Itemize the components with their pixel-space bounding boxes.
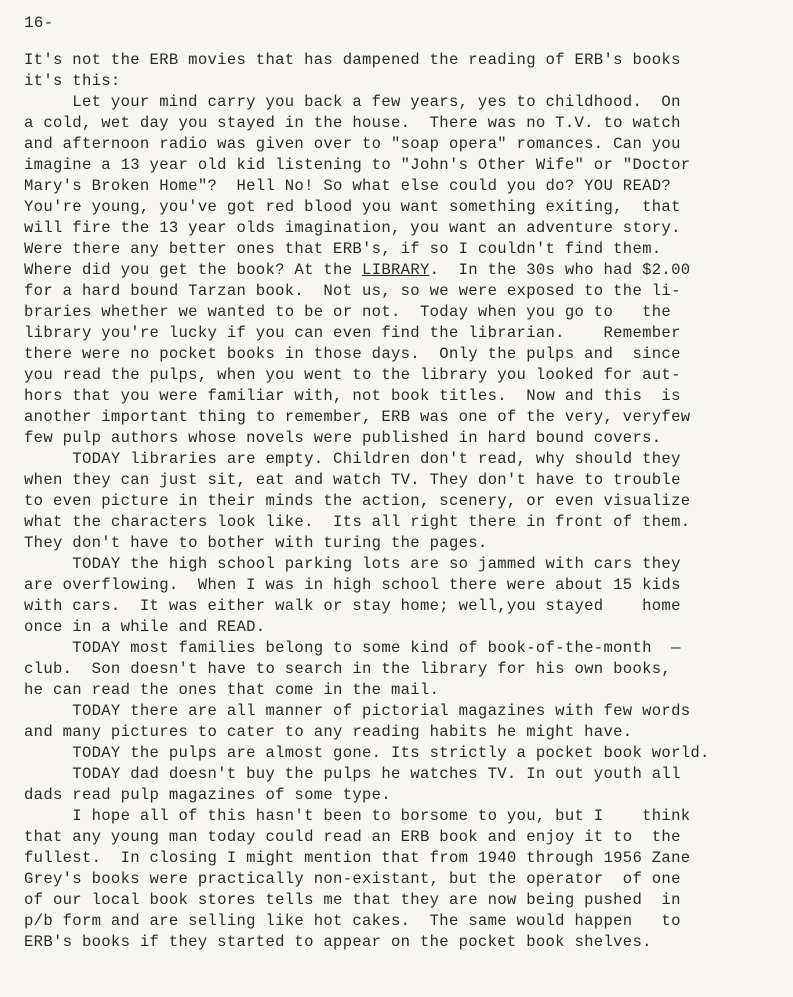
text-line-38: that any young man today could read an ERB book and enjoy it to the (24, 828, 681, 846)
text-line-26: are overflowing. When I was in high school there were about 15 kids (24, 576, 681, 594)
text-line-24: They don't have to bother with turing the pages. (24, 534, 488, 552)
text-line-28: once in a while and READ. (24, 618, 266, 636)
text-line-18: another important thing to remember, ERB was one of the very, veryfew (24, 408, 691, 426)
text-line-6: imagine a 13 year old kid listening to "John's Other Wife" or "Doctor (24, 156, 691, 174)
text-line-15: there were no pocket books in those days. Only the pulps and since (24, 345, 681, 363)
text-line-8: You're young, you've got red blood you want something exiting, that (24, 198, 681, 216)
text-line-7: Mary's Broken Home"? Hell No! So what else could you do? YOU READ? (24, 177, 672, 195)
text-line-36: dads read pulp magazines of some type. (24, 786, 391, 804)
text-line-39: fullest. In closing I might mention that from 1940 through 1956 Zane (24, 849, 691, 867)
text-line-16: you read the pulps, when you went to the library you looked for aut- (24, 366, 681, 384)
text-line-21: when they can just sit, eat and watch TV. They don't have to trouble (24, 471, 681, 489)
text-line-11: Where did you get the book? At the LIBRARY. In the 30s who had $2.00 (24, 261, 691, 279)
page-number: 16- (24, 14, 54, 32)
text-line-19: few pulp authors whose novels were published in hard bound covers. (24, 429, 662, 447)
text-line-41: of our local book stores tells me that they are now being pushed in (24, 891, 681, 909)
underlined-library-word: LIBRARY (362, 261, 430, 279)
text-line-35: TODAY dad doesn't buy the pulps he watches TV. In out youth all (24, 765, 681, 783)
text-line-20: TODAY libraries are empty. Children don't read, why should they (24, 450, 681, 468)
text-line-32: TODAY there are all manner of pictorial magazines with few words (24, 702, 691, 720)
text-line-29: TODAY most families belong to some kind of book-of-the-month — (24, 639, 681, 657)
text-line-1: It's not the ERB movies that has dampened the reading of ERB's books (24, 51, 681, 69)
text-line-37: I hope all of this hasn't been to borsome to you, but I think (24, 807, 691, 825)
text-line-25: TODAY the high school parking lots are so jammed with cars they (24, 555, 681, 573)
text-line-13: braries whether we wanted to be or not. Today when you go to the (24, 303, 672, 321)
text-line-30: club. Son doesn't have to search in the library for his own books, (24, 660, 672, 678)
text-line-14: library you're lucky if you can even find the librarian. Remember (24, 324, 681, 342)
text-line-34: TODAY the pulps are almost gone. Its strictly a pocket book world. (24, 744, 710, 762)
text-line-40: Grey's books were practically non-existant, but the operator of one (24, 870, 681, 888)
text-line-3: Let your mind carry you back a few years, yes to childhood. On (24, 93, 681, 111)
text-line-27: with cars. It was either walk or stay home; well,you stayed home (24, 597, 681, 615)
text-line-22: to even picture in their minds the action, scenery, or even visualize (24, 492, 691, 510)
text-line-10: Were there any better ones that ERB's, if so I couldn't find them. (24, 240, 662, 258)
text-line-33: and many pictures to cater to any reading habits he might have. (24, 723, 633, 741)
text-line-9: will fire the 13 year olds imagination, you want an adventure story. (24, 219, 681, 237)
article-body (24, 50, 769, 953)
text-line-12: for a hard bound Tarzan book. Not us, so we were exposed to the li- (24, 282, 681, 300)
text-line-43: ERB's books if they started to appear on the pocket book shelves. (24, 933, 652, 951)
text-line-23: what the characters look like. Its all right there in front of them. (24, 513, 691, 531)
text-line-5: and afternoon radio was given over to "soap opera" romances. Can you (24, 135, 681, 153)
text-line-17: hors that you were familiar with, not book titles. Now and this is (24, 387, 681, 405)
text-line-31: he can read the ones that come in the mail. (24, 681, 440, 699)
text-line-42: p/b form and are selling like hot cakes. The same would happen to (24, 912, 681, 930)
text-line-4: a cold, wet day you stayed in the house. There was no T.V. to watch (24, 114, 681, 132)
text-line-2: it's this: (24, 72, 121, 90)
